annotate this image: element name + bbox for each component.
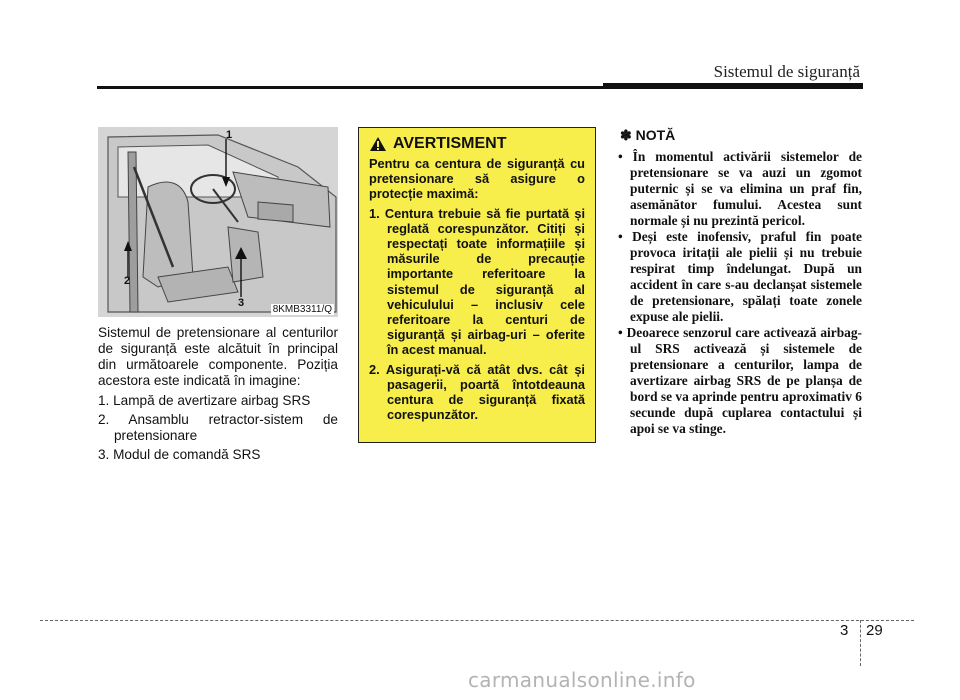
callout-3: 3 [238,297,245,309]
callout-2: 2 [124,275,131,287]
list-item: 1. Lampă de avertizare airbag SRS [98,393,311,408]
list-item: 1. Centura trebuie să fie purtată și reglată corespunzător. Citiți și respectați toate informațiile și măsurile de precauție importante referitoare la sistemul de siguranță al vehiculului – inclusiv cele referitoare la centuri de siguranță și airbag-uri – oferite în acest manual. [369,205,585,358]
list-item: 2. Ansamblu retractor-sistem de pretensionare [98,412,338,443]
warning-list [369,206,585,423]
car-interior-illustration [98,127,338,317]
callout-1: 1 [226,129,233,141]
warning-box [358,127,596,443]
figure-code: 8KMB3311/Q [272,304,332,315]
footer-rule [40,620,914,621]
page-number: 29 [866,622,883,639]
left-column [98,325,338,466]
note-section [618,127,862,437]
components-intro: Sistemul de pretensionare al centurilor de siguranță este alcătuit în principal din următoarele componente. Poziția acestora este indicată în imagine: [98,325,338,388]
warning-triangle-icon [369,136,387,152]
car-interior-figure [98,127,338,317]
header-rule [97,86,863,89]
components-list [98,393,338,463]
warning-intro: Pentru ca centura de siguranță cu pretensionare să asigure o protecție maximă: [369,156,585,202]
note-title: ✽ NOTĂ [620,127,676,143]
list-item: • Deoarece senzorul care activează airbag-ul SRS activează și sistemele de pretensionare a centurilor, lampa de avertizare airbag SRS de pe planșa de bord se va aprinde pentru aproximativ 6 secunde după cuplarea contactului și apoi se va stinge. [618,325,862,436]
warning-title: AVERTISMENT [393,135,507,153]
list-item: • În momentul activării sistemelor de pretensionare se va auzi un zgomot puternic și se va elimina un praf fin, asemănător fumului. Acestea sunt normale și nu prezintă pericol. [618,149,862,228]
note-list [618,149,862,437]
watermark: carmanualsonline.info [468,668,696,692]
page-divider [860,620,861,666]
list-item: • Deși este inofensiv, praful fin poate provoca iritații ale pielii și nu trebuie respirat timp îndelungat. După un accident în care s-au declanșat sistemele de pretensionare, spălați toate zonele expuse ale pielii. [618,229,862,324]
section-number: 3 [840,622,849,639]
header-title: Sistemul de siguranță [713,62,860,81]
list-item: 2. Asigurați-vă că atât dvs. cât și pasagerii, poartă întotdeauna centura de siguranță fixată corespunzător. [369,361,585,423]
warning-header [369,136,585,152]
list-item: 3. Modul de comandă SRS [98,447,261,462]
